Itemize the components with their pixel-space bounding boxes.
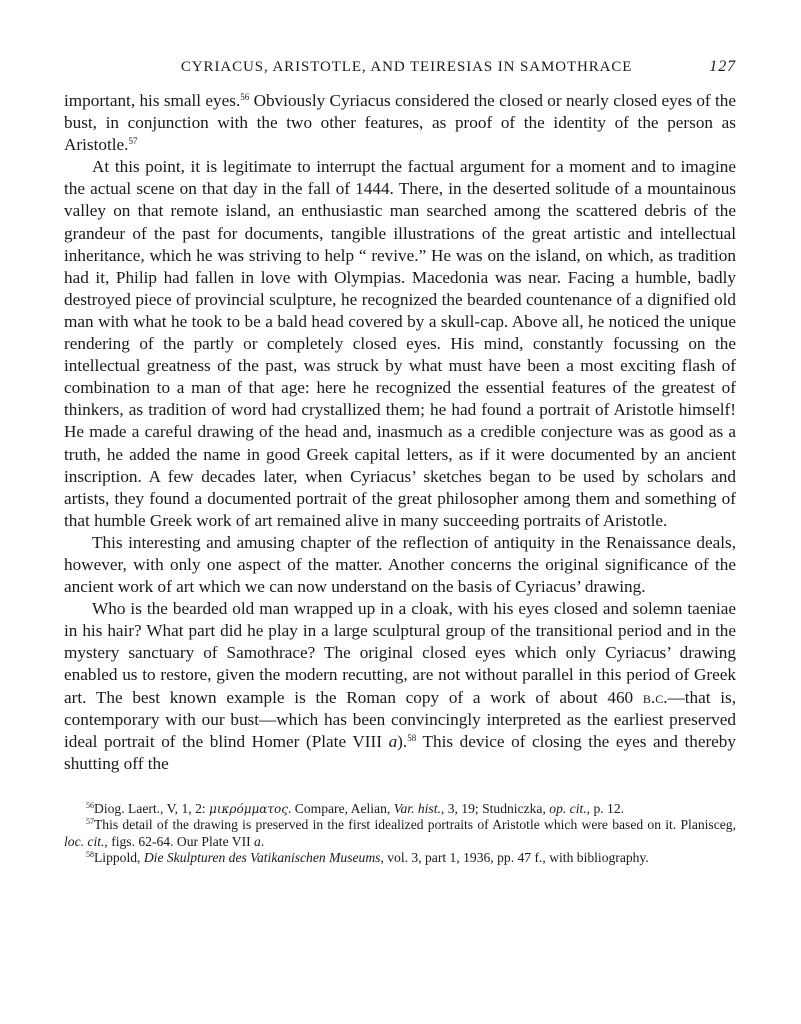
footnote-56-text-b: . Compare, Aelian, xyxy=(287,800,394,816)
paragraph-4 xyxy=(64,598,736,775)
footnote-58-text-b: , vol. 3, part 1, 1936, pp. 47 f., with bibliography. xyxy=(380,850,649,866)
page-number: 127 xyxy=(709,58,736,75)
running-title: CYRIACUS, ARISTOTLE, AND TEIRESIAS IN SAMOTHRACE xyxy=(180,59,633,75)
page xyxy=(64,58,736,867)
body-text xyxy=(64,90,736,775)
footnote-57-plate-letter: a xyxy=(254,833,261,849)
paragraph-1-text-a: important, his small eyes. xyxy=(64,91,241,110)
footnotes xyxy=(64,801,736,867)
paragraph-1 xyxy=(64,90,736,156)
footnote-56-opcit: op. cit. xyxy=(549,800,587,816)
footnote-57-number: 57 xyxy=(86,817,94,827)
footnote-58 xyxy=(64,850,736,867)
footnote-57-text-b: , figs. 62-64. Our Plate VII xyxy=(104,833,255,849)
footnote-56-text-a: Diog. Laert., V, 1, 2: xyxy=(94,800,210,816)
paragraph-1-text-b: Obviously Cyriacus considered the closed or nearly closed eyes of the bust, in conjunction with the two other features, as proof of the identity of the person as Aristotle. xyxy=(64,91,736,155)
plate-letter: a xyxy=(388,731,398,751)
paragraph-3: This interesting and amusing chapter of the reflection of antiquity in the Renaissance deals, however, with only one aspect of the matter. Another concerns the original significance of the ancient work of art which we can now understand on the basis of Cyriacus’ drawing. xyxy=(64,532,736,597)
footnote-57 xyxy=(64,817,736,850)
footnote-56 xyxy=(64,801,736,818)
paragraph-4-text-b: —that is, contemporary with our bust—which has been convincingly interpreted as the earliest preserved ideal portrait of the blind Homer (Plate VIII xyxy=(64,687,736,751)
paragraph-4-text-a: Who is the bearded old man wrapped up in a cloak, with his eyes closed and solemn taeniae in his hair? What part did he play in a large sculptural group of the transitional period and in the mystery sanctuary of Samothrace? The original closed eyes which only Cyriacus’ drawing enabled us to restore, given the modern recutting, are not without parallel in this period of Greek art. The best known example is the Roman copy of a work of about 460 xyxy=(64,599,736,707)
footnote-ref-57: 57 xyxy=(128,136,138,147)
footnote-56-text-c: , 3, 19; Studniczka, xyxy=(440,800,550,816)
footnote-56-greek: μικρόμματος xyxy=(209,801,288,816)
running-header xyxy=(64,58,736,76)
era-abbreviation: b.c. xyxy=(642,687,668,707)
footnote-57-text-c: . xyxy=(260,833,265,849)
footnote-57-text-a: This detail of the drawing is preserved in the first idealized portraits of Aristotle which were based on it. Planisceg, xyxy=(94,817,736,833)
paragraph-4-text-d: This device of closing the eyes and thereby shutting off the xyxy=(64,731,736,773)
footnote-56-number: 56 xyxy=(86,800,94,810)
footnote-58-title: Die Skulpturen des Vatikanischen Museums xyxy=(143,850,381,866)
paragraph-4-text-c: ). xyxy=(397,731,408,751)
footnote-58-text-a: Lippold, xyxy=(94,850,144,866)
footnote-56-text-d: , p. 12. xyxy=(586,800,625,816)
footnote-ref-58: 58 xyxy=(407,732,417,743)
footnote-58-number: 58 xyxy=(86,850,94,860)
footnote-56-title: Var. hist. xyxy=(393,800,441,816)
paragraph-2: At this point, it is legitimate to interrupt the factual argument for a moment and to imagine the actual scene on that day in the fall of 1444. There, in the deserted solitude of a mountainous valley on that remote island, an enthusiastic man searched among the scattered debris of the grandeur of the past for documents, tangible illustrations of the great artistic and intellectual inheritance, which he was striving to help “ revive.” He was on the island, on which, as tradition had it, Philip had fallen in love with Olympias. Macedonia was near. Facing a humble, badly destroyed piece of provincial sculpture, he recognized the bearded countenance of a dignified old man with what he took to be a bald head covered by a skull-cap. Above all, he noticed the unique rendering of the partly or completely closed eyes. His mind, constantly focussing on the intellectual greatness of the past, was struck by what must have been a most exciting flash of combination to a man of that age: here he recognized the essential features of the greatest of thinkers, as tradition of word had crystallized them; he had found a portrait of Aristotle himself! He made a careful drawing of the head and, inasmuch as a credible conjecture was as good as a truth, he added the name in good Greek capital letters, as if it were documented by an ancient inscription. A few decades later, when Cyriacus’ sketches began to be used by scholars and artists, they found a documented portrait of the great philosopher among them and something of that humble Greek work of art remained alive in many succeeding portraits of Aristotle. xyxy=(64,157,736,530)
footnote-ref-56: 56 xyxy=(240,92,250,102)
footnote-57-loccit: loc. cit. xyxy=(64,833,105,849)
